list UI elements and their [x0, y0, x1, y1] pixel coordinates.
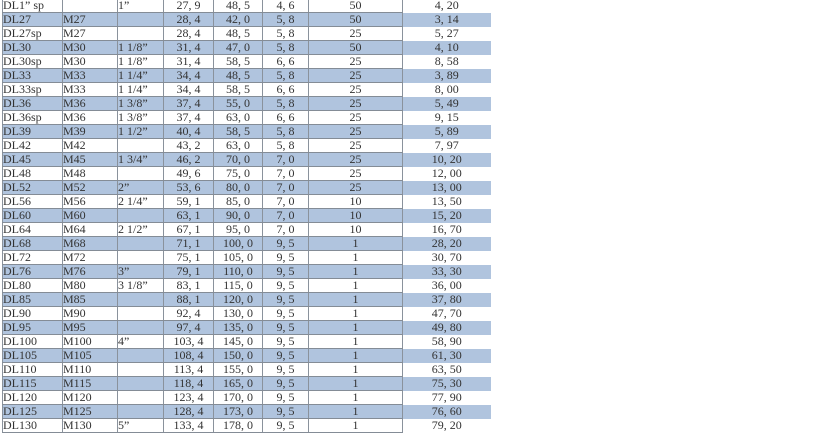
cell-price: 3, 89	[403, 69, 491, 83]
cell-qty: 50	[309, 41, 403, 55]
cell-dim3: 7, 0	[263, 209, 309, 223]
cell-qty: 1	[309, 335, 403, 349]
cell-dim3: 9, 5	[263, 251, 309, 265]
spec-table	[2, 0, 491, 433]
cell-dim1: 31, 4	[164, 41, 214, 55]
cell-code: DL120	[3, 391, 63, 405]
cell-metric: M105	[63, 349, 118, 363]
cell-code: DL105	[3, 349, 63, 363]
cell-metric: M115	[63, 377, 118, 391]
cell-dim3: 7, 0	[263, 223, 309, 237]
cell-inch: 5”	[118, 419, 164, 433]
table-row	[3, 181, 491, 195]
cell-code: DL33sp	[3, 83, 63, 97]
cell-inch: 2 1/4”	[118, 195, 164, 209]
cell-dim3: 9, 5	[263, 307, 309, 321]
cell-dim3: 9, 5	[263, 237, 309, 251]
cell-dim2: 135, 0	[214, 321, 263, 335]
cell-dim2: 178, 0	[214, 419, 263, 433]
cell-dim1: 97, 4	[164, 321, 214, 335]
cell-dim2: 58, 5	[214, 55, 263, 69]
cell-dim1: 63, 1	[164, 209, 214, 223]
table-row	[3, 209, 491, 223]
cell-dim2: 95, 0	[214, 223, 263, 237]
cell-dim2: 155, 0	[214, 363, 263, 377]
cell-dim3: 6, 6	[263, 55, 309, 69]
cell-dim2: 48, 5	[214, 0, 263, 13]
cell-dim3: 5, 8	[263, 139, 309, 153]
cell-inch: 1 1/8”	[118, 41, 164, 55]
cell-metric: M100	[63, 335, 118, 349]
cell-qty: 50	[309, 0, 403, 13]
cell-dim2: 150, 0	[214, 349, 263, 363]
table-row	[3, 279, 491, 293]
cell-dim3: 9, 5	[263, 377, 309, 391]
cell-dim3: 4, 6	[263, 0, 309, 13]
cell-qty: 25	[309, 55, 403, 69]
cell-dim3: 9, 5	[263, 265, 309, 279]
table-row	[3, 153, 491, 167]
cell-dim1: 108, 4	[164, 349, 214, 363]
cell-dim1: 123, 4	[164, 391, 214, 405]
cell-price: 13, 50	[403, 195, 491, 209]
cell-dim1: 118, 4	[164, 377, 214, 391]
cell-metric: M36	[63, 97, 118, 111]
cell-price: 5, 27	[403, 27, 491, 41]
cell-qty: 1	[309, 279, 403, 293]
cell-qty: 25	[309, 139, 403, 153]
cell-inch: 1 1/4”	[118, 83, 164, 97]
table-row	[3, 391, 491, 405]
cell-dim2: 130, 0	[214, 307, 263, 321]
cell-price: 7, 97	[403, 139, 491, 153]
cell-dim2: 58, 5	[214, 125, 263, 139]
cell-dim3: 7, 0	[263, 167, 309, 181]
cell-code: DL68	[3, 237, 63, 251]
cell-qty: 25	[309, 97, 403, 111]
cell-dim3: 5, 8	[263, 97, 309, 111]
cell-price: 8, 00	[403, 83, 491, 97]
cell-price: 4, 10	[403, 41, 491, 55]
table-row	[3, 69, 491, 83]
cell-dim3: 6, 6	[263, 83, 309, 97]
cell-dim1: 67, 1	[164, 223, 214, 237]
cell-dim1: 103, 4	[164, 335, 214, 349]
table-row	[3, 419, 491, 433]
cell-dim3: 9, 5	[263, 335, 309, 349]
cell-inch	[118, 27, 164, 41]
cell-metric: M120	[63, 391, 118, 405]
cell-dim1: 43, 2	[164, 139, 214, 153]
cell-inch	[118, 251, 164, 265]
cell-code: DL52	[3, 181, 63, 195]
cell-inch	[118, 349, 164, 363]
cell-price: 63, 50	[403, 363, 491, 377]
cell-dim2: 58, 5	[214, 83, 263, 97]
cell-metric: M72	[63, 251, 118, 265]
cell-code: DL1” sp	[3, 0, 63, 13]
table-row	[3, 363, 491, 377]
table-row	[3, 83, 491, 97]
table-row	[3, 251, 491, 265]
cell-dim2: 90, 0	[214, 209, 263, 223]
cell-metric: M30	[63, 41, 118, 55]
cell-dim3: 5, 8	[263, 27, 309, 41]
cell-price: 77, 90	[403, 391, 491, 405]
cell-price: 4, 20	[403, 0, 491, 13]
table-row	[3, 349, 491, 363]
cell-code: DL110	[3, 363, 63, 377]
cell-qty: 25	[309, 27, 403, 41]
cell-dim2: 105, 0	[214, 251, 263, 265]
cell-dim2: 173, 0	[214, 405, 263, 419]
cell-metric: M33	[63, 83, 118, 97]
cell-metric: M95	[63, 321, 118, 335]
cell-inch	[118, 363, 164, 377]
cell-inch	[118, 293, 164, 307]
cell-metric: M39	[63, 125, 118, 139]
cell-price: 13, 00	[403, 181, 491, 195]
cell-inch	[118, 13, 164, 27]
cell-inch: 1 3/8”	[118, 111, 164, 125]
cell-dim3: 9, 5	[263, 391, 309, 405]
table-row	[3, 139, 491, 153]
cell-inch: 1 1/8”	[118, 55, 164, 69]
cell-metric	[63, 0, 118, 13]
cell-code: DL90	[3, 307, 63, 321]
table-row	[3, 377, 491, 391]
cell-inch	[118, 167, 164, 181]
cell-metric: M45	[63, 153, 118, 167]
cell-dim1: 28, 4	[164, 13, 214, 27]
cell-dim3: 5, 8	[263, 41, 309, 55]
table-row	[3, 13, 491, 27]
cell-code: DL60	[3, 209, 63, 223]
cell-code: DL115	[3, 377, 63, 391]
cell-dim1: 88, 1	[164, 293, 214, 307]
cell-dim3: 9, 5	[263, 363, 309, 377]
table-row	[3, 27, 491, 41]
cell-price: 28, 20	[403, 237, 491, 251]
cell-dim1: 31, 4	[164, 55, 214, 69]
cell-price: 33, 30	[403, 265, 491, 279]
cell-dim1: 75, 1	[164, 251, 214, 265]
table-row	[3, 55, 491, 69]
cell-dim2: 80, 0	[214, 181, 263, 195]
cell-code: DL100	[3, 335, 63, 349]
cell-code: DL27sp	[3, 27, 63, 41]
cell-dim3: 9, 5	[263, 293, 309, 307]
cell-dim1: 59, 1	[164, 195, 214, 209]
cell-dim1: 37, 4	[164, 97, 214, 111]
table-row	[3, 167, 491, 181]
cell-code: DL30	[3, 41, 63, 55]
cell-price: 37, 80	[403, 293, 491, 307]
cell-qty: 10	[309, 209, 403, 223]
cell-metric: M76	[63, 265, 118, 279]
cell-dim1: 37, 4	[164, 111, 214, 125]
table-row	[3, 237, 491, 251]
cell-qty: 1	[309, 391, 403, 405]
cell-dim3: 9, 5	[263, 419, 309, 433]
cell-inch	[118, 139, 164, 153]
cell-qty: 25	[309, 125, 403, 139]
cell-dim1: 128, 4	[164, 405, 214, 419]
cell-inch	[118, 405, 164, 419]
cell-code: DL45	[3, 153, 63, 167]
cell-qty: 1	[309, 349, 403, 363]
spec-table-body	[3, 0, 491, 433]
cell-code: DL95	[3, 321, 63, 335]
table-row	[3, 321, 491, 335]
cell-qty: 1	[309, 265, 403, 279]
cell-qty: 1	[309, 363, 403, 377]
cell-dim3: 9, 5	[263, 321, 309, 335]
cell-dim1: 34, 4	[164, 83, 214, 97]
cell-dim2: 170, 0	[214, 391, 263, 405]
cell-inch: 4”	[118, 335, 164, 349]
cell-qty: 10	[309, 195, 403, 209]
table-row	[3, 405, 491, 419]
cell-metric: M90	[63, 307, 118, 321]
cell-code: DL80	[3, 279, 63, 293]
cell-metric: M85	[63, 293, 118, 307]
table-row	[3, 307, 491, 321]
cell-code: DL125	[3, 405, 63, 419]
cell-dim3: 7, 0	[263, 195, 309, 209]
cell-dim2: 115, 0	[214, 279, 263, 293]
cell-dim1: 92, 4	[164, 307, 214, 321]
cell-qty: 1	[309, 293, 403, 307]
cell-code: DL36sp	[3, 111, 63, 125]
cell-inch: 1 3/4”	[118, 153, 164, 167]
cell-code: DL64	[3, 223, 63, 237]
cell-dim2: 47, 0	[214, 41, 263, 55]
cell-code: DL56	[3, 195, 63, 209]
cell-code: DL30sp	[3, 55, 63, 69]
cell-dim1: 79, 1	[164, 265, 214, 279]
cell-dim1: 113, 4	[164, 363, 214, 377]
cell-qty: 1	[309, 321, 403, 335]
cell-dim2: 55, 0	[214, 97, 263, 111]
cell-dim3: 5, 8	[263, 69, 309, 83]
cell-dim3: 6, 6	[263, 111, 309, 125]
cell-dim1: 49, 6	[164, 167, 214, 181]
cell-metric: M30	[63, 55, 118, 69]
cell-price: 8, 58	[403, 55, 491, 69]
table-row	[3, 41, 491, 55]
cell-metric: M33	[63, 69, 118, 83]
cell-dim1: 40, 4	[164, 125, 214, 139]
cell-dim2: 120, 0	[214, 293, 263, 307]
cell-metric: M56	[63, 195, 118, 209]
cell-inch	[118, 391, 164, 405]
cell-dim1: 83, 1	[164, 279, 214, 293]
cell-dim1: 71, 1	[164, 237, 214, 251]
cell-inch	[118, 321, 164, 335]
cell-inch: 2 1/2”	[118, 223, 164, 237]
cell-dim1: 27, 9	[164, 0, 214, 13]
cell-inch: 3”	[118, 265, 164, 279]
cell-code: DL39	[3, 125, 63, 139]
cell-price: 16, 70	[403, 223, 491, 237]
cell-inch	[118, 209, 164, 223]
cell-price: 5, 49	[403, 97, 491, 111]
cell-metric: M27	[63, 27, 118, 41]
table-row	[3, 195, 491, 209]
cell-dim2: 42, 0	[214, 13, 263, 27]
table-row	[3, 97, 491, 111]
cell-metric: M27	[63, 13, 118, 27]
cell-price: 36, 00	[403, 279, 491, 293]
cell-dim2: 100, 0	[214, 237, 263, 251]
cell-metric: M80	[63, 279, 118, 293]
cell-price: 76, 60	[403, 405, 491, 419]
cell-dim2: 85, 0	[214, 195, 263, 209]
table-row	[3, 0, 491, 13]
cell-dim2: 110, 0	[214, 265, 263, 279]
cell-inch: 1”	[118, 0, 164, 13]
cell-price: 5, 89	[403, 125, 491, 139]
cell-qty: 1	[309, 419, 403, 433]
cell-inch: 1 1/4”	[118, 69, 164, 83]
cell-price: 9, 15	[403, 111, 491, 125]
cell-dim2: 48, 5	[214, 27, 263, 41]
cell-inch: 1 3/8”	[118, 97, 164, 111]
cell-metric: M68	[63, 237, 118, 251]
cell-dim3: 9, 5	[263, 279, 309, 293]
cell-price: 58, 90	[403, 335, 491, 349]
cell-qty: 1	[309, 251, 403, 265]
cell-dim3: 9, 5	[263, 349, 309, 363]
cell-dim2: 63, 0	[214, 111, 263, 125]
table-row	[3, 265, 491, 279]
cell-dim2: 48, 5	[214, 69, 263, 83]
cell-price: 49, 80	[403, 321, 491, 335]
cell-metric: M48	[63, 167, 118, 181]
cell-metric: M52	[63, 181, 118, 195]
table-row	[3, 111, 491, 125]
cell-qty: 25	[309, 69, 403, 83]
cell-inch: 1 1/2”	[118, 125, 164, 139]
cell-dim2: 165, 0	[214, 377, 263, 391]
cell-code: DL36	[3, 97, 63, 111]
cell-metric: M130	[63, 419, 118, 433]
cell-metric: M64	[63, 223, 118, 237]
cell-price: 15, 20	[403, 209, 491, 223]
cell-dim1: 34, 4	[164, 69, 214, 83]
cell-metric: M110	[63, 363, 118, 377]
cell-code: DL72	[3, 251, 63, 265]
cell-dim2: 63, 0	[214, 139, 263, 153]
cell-code: DL130	[3, 419, 63, 433]
cell-qty: 50	[309, 13, 403, 27]
cell-dim2: 75, 0	[214, 167, 263, 181]
cell-price: 10, 20	[403, 153, 491, 167]
cell-inch: 2”	[118, 181, 164, 195]
cell-qty: 1	[309, 377, 403, 391]
cell-qty: 1	[309, 307, 403, 321]
cell-price: 12, 00	[403, 167, 491, 181]
table-row	[3, 335, 491, 349]
cell-qty: 25	[309, 167, 403, 181]
cell-inch	[118, 237, 164, 251]
cell-dim1: 53, 6	[164, 181, 214, 195]
cell-dim1: 28, 4	[164, 27, 214, 41]
cell-code: DL48	[3, 167, 63, 181]
cell-code: DL76	[3, 265, 63, 279]
cell-code: DL85	[3, 293, 63, 307]
cell-dim2: 70, 0	[214, 153, 263, 167]
cell-dim2: 145, 0	[214, 335, 263, 349]
cell-qty: 1	[309, 237, 403, 251]
cell-metric: M60	[63, 209, 118, 223]
cell-dim3: 5, 8	[263, 125, 309, 139]
table-row	[3, 293, 491, 307]
cell-metric: M125	[63, 405, 118, 419]
cell-qty: 25	[309, 111, 403, 125]
cell-qty: 25	[309, 181, 403, 195]
cell-qty: 25	[309, 83, 403, 97]
cell-dim3: 5, 8	[263, 13, 309, 27]
cell-dim1: 133, 4	[164, 419, 214, 433]
cell-qty: 25	[309, 153, 403, 167]
cell-price: 79, 20	[403, 419, 491, 433]
cell-qty: 1	[309, 405, 403, 419]
table-row	[3, 125, 491, 139]
cell-metric: M42	[63, 139, 118, 153]
cell-dim3: 9, 5	[263, 405, 309, 419]
cell-code: DL42	[3, 139, 63, 153]
cell-metric: M36	[63, 111, 118, 125]
cell-dim3: 7, 0	[263, 153, 309, 167]
cell-dim3: 7, 0	[263, 181, 309, 195]
table-row	[3, 223, 491, 237]
cell-code: DL33	[3, 69, 63, 83]
cell-inch	[118, 377, 164, 391]
cell-price: 47, 70	[403, 307, 491, 321]
cell-inch: 3 1/8”	[118, 279, 164, 293]
cell-dim1: 46, 2	[164, 153, 214, 167]
cell-inch	[118, 307, 164, 321]
cell-code: DL27	[3, 13, 63, 27]
cell-qty: 10	[309, 223, 403, 237]
cell-price: 30, 70	[403, 251, 491, 265]
cell-price: 61, 30	[403, 349, 491, 363]
cell-price: 75, 30	[403, 377, 491, 391]
cell-price: 3, 14	[403, 13, 491, 27]
